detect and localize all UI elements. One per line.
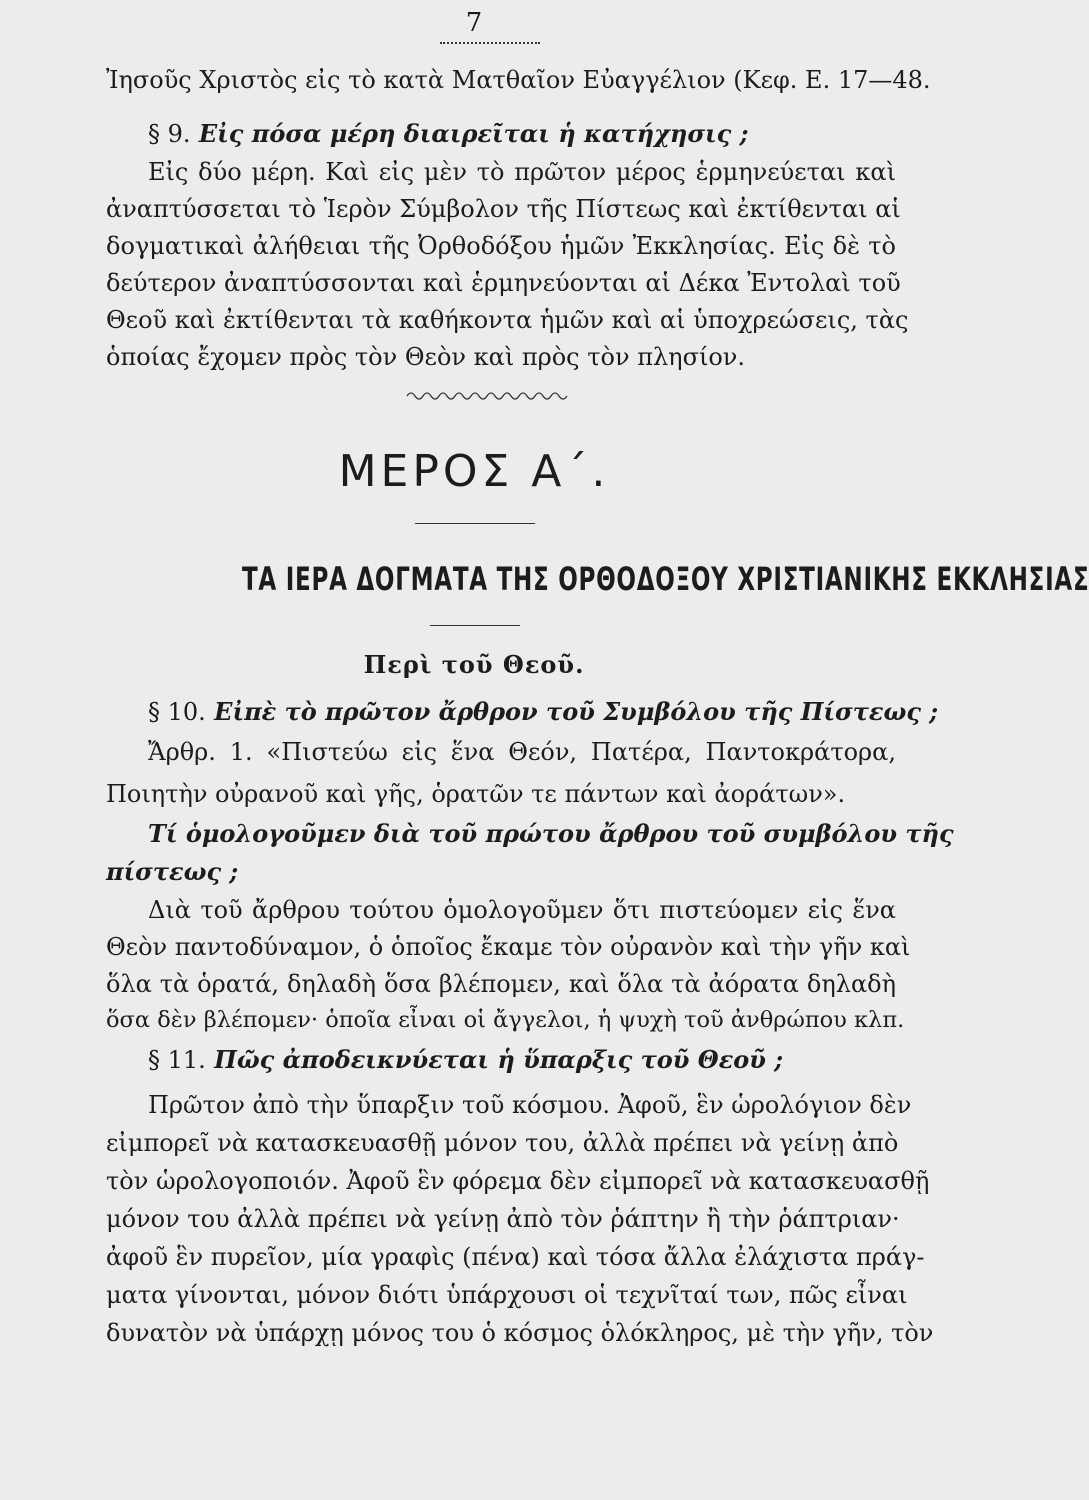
text-line: Διὰ τοῦ ἄρθρου τούτου ὁμολογοῦμεν ὅτι πιστεύομεν εἰς ἕνα [148,896,896,924]
text-line: Εἰς δύο μέρη. Καὶ εἰς μὲν τὸ πρῶτον μέρος ἑρμηνεύεται καὶ [148,158,896,186]
text-line: Θεοῦ καὶ ἐκτίθενται τὰ καθήκοντα ἡμῶν καὶ αἱ ὑποχρεώσεις, τὰς [106,306,909,334]
divider-rule [430,625,520,626]
text-line: ὅσα δὲν βλέπομεν· ὁποῖα εἶναι οἱ ἄγγελοι, ἡ ψυχὴ τοῦ ἀνθρώπου κλπ. [106,1007,905,1033]
text-line: δογματικαὶ ἀλήθειαι τῆς Ὀρθοδόξου ἡμῶν Ἐκκλησίας. Εἰς δὲ τὸ [106,232,896,260]
divider-rule [415,523,535,524]
text-line: ματα γίνονται, μόνον διότι ὑπάρχουσι οἱ τεχνῖταί των, πῶς εἶναι [106,1281,908,1309]
text-line: ὁποίας ἔχομεν πρὸς τὸν Θεὸν καὶ πρὸς τὸν πλησίον. [106,343,746,371]
text-line: δυνατὸν νὰ ὑπάρχῃ μόνος του ὁ κόσμος ὁλόκληρος, μὲ τὴν γῆν, τὸν [106,1319,934,1347]
text-line: Ποιητὴν οὐρανοῦ καὶ γῆς, ὁρατῶν τε πάντων καὶ ἀοράτων». [106,780,846,808]
section-number: § 9. [148,120,191,148]
section-question: Εἰπὲ τὸ πρῶτον ἄρθρον τοῦ Συμβόλου τῆς Πίστεως ; [214,697,939,726]
topic-heading: Περὶ τοῦ Θεοῦ. [363,650,585,679]
text-line: Θεὸν παντοδύναμον, ὁ ὁποῖος ἔκαμε τὸν οὐρανὸν καὶ τὴν γῆν καὶ [106,933,911,961]
section-11-heading [148,1045,888,1074]
section-number: § 10. [148,698,206,726]
text-line: Ἰησοῦς Χριστὸς εἰς τὸ κατὰ Ματθαῖον Εὐαγγέλιον (Κεφ. Ε. 17—48. [106,66,931,94]
section-9-heading [148,119,888,148]
text-line: Ἄρθρ. 1. «Πιστεύω εἰς ἕνα Θεόν, Πατέρα, Παντοκράτορα, [148,738,896,766]
text-line: εἰμπορεῖ νὰ κατασκευασθῇ μόνον του, ἀλλὰ πρέπει νὰ γείνῃ ἀπὸ [106,1129,899,1157]
text-line: Πρῶτον ἀπὸ τὴν ὕπαρξιν τοῦ κόσμου. Ἀφοῦ, ἓν ὡρολόγιον δὲν [148,1091,912,1119]
text-line: μόνον του ἀλλὰ πρέπει νὰ γείνῃ ἀπὸ τὸν ῥάπτην ἢ τὴν ῥάπτριαν· [106,1205,900,1233]
ornament-divider [405,386,575,406]
page-number-rule [440,42,540,46]
text-line: τὸν ὡρολογοποιόν. Ἀφοῦ ἓν φόρεμα δὲν εἰμπορεῖ νὰ κατασκευασθῇ [106,1167,930,1195]
text-line: δεύτερον ἀναπτύσσονται καὶ ἑρμηνεύονται αἱ Δέκα Ἐντολαὶ τοῦ [106,269,901,297]
text-line: ἀναπτύσσεται τὸ Ἱερὸν Σύμβολον τῆς Πίστεως καὶ ἐκτίθενται αἱ [106,195,901,223]
question-line: πίστεως ; [106,857,239,886]
text-line: ἀφοῦ ἓν πυρεῖον, μία γραφὶς (πένα) καὶ τόσα ἄλλα ἐλάχιστα πράγ- [106,1243,925,1271]
section-question: Εἰς πόσα μέρη διαιρεῖται ἡ κατήχησις ; [198,119,749,148]
section-10-heading [148,697,939,726]
question-line: Τί ὁμολογοῦμεν διὰ τοῦ πρώτου ἄρθρου τοῦ συμβόλου τῆς [148,819,954,848]
page-number: 7 [465,8,483,38]
section-number: § 11. [148,1046,206,1074]
chapter-subheading: ΤΑ ΙΕΡΑ ΔΟΓΜΑΤΑ ΤΗΣ ΟΡΘΟΔΟΞΟΥ ΧΡΙΣΤΙΑΝΙΚΗΣ ΕΚΚΛΗΣΙΑΣ [241,560,1089,598]
text-line: ὅλα τὰ ὁρατά, δηλαδὴ ὅσα βλέπομεν, καὶ ὅλα τὰ ἀόρατα δηλαδὴ [106,970,896,998]
section-question: Πῶς ἀποδεικνύεται ἡ ὕπαρξις τοῦ Θεοῦ ; [214,1045,784,1074]
part-heading: ΜΕΡΟΣ Α΄. [338,446,610,497]
